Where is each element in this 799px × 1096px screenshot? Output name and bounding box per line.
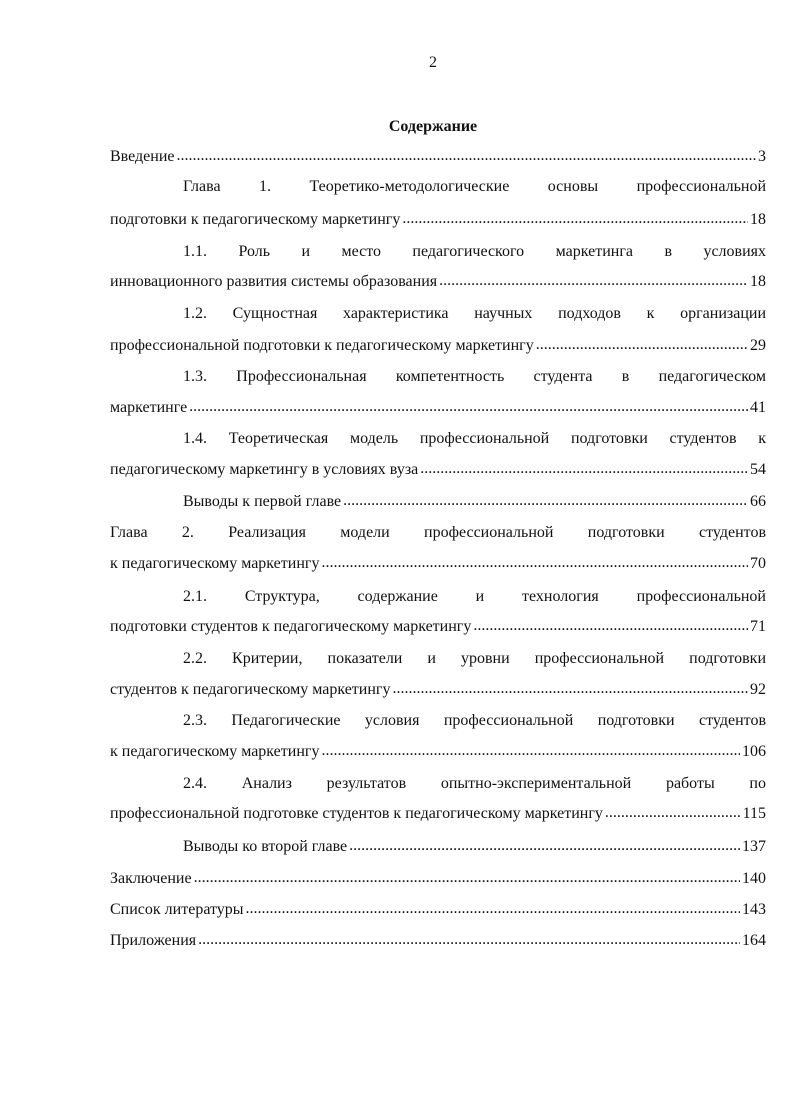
toc-entry-s1-3-line2[interactable] (110, 397, 766, 419)
toc-entry-ch2-line1[interactable]: Глава 2. Реализация модели профессиональной подготовки студентов (110, 524, 766, 541)
toc-entry-ch1-line1[interactable]: Глава 1. Теоретико-методологические основы профессиональной (183, 178, 766, 195)
page-number: 2 (429, 54, 437, 71)
toc-page-number: 92 (750, 681, 766, 698)
toc-page-number: 143 (742, 901, 766, 918)
toc-page-number: 41 (750, 399, 766, 416)
toc-entry-s2-2-line2[interactable] (110, 679, 766, 701)
leader-dots (439, 270, 748, 292)
toc-page-number: 115 (742, 805, 766, 822)
toc-entry-text: профессиональной подготовки к педагогическому маркетингу (110, 337, 534, 354)
toc-entry-ch2-line2[interactable] (110, 553, 766, 575)
toc-entry-s1-3-line1[interactable]: 1.3. Профессиональная компетентность студента в педагогическом (183, 368, 766, 385)
toc-entry-text: инновационного развития системы образования (110, 273, 438, 290)
toc-entry-text: подготовки к педагогическому маркетингу (110, 211, 401, 228)
toc-page-number: 18 (750, 211, 766, 228)
toc-page-number: 29 (750, 337, 766, 354)
leader-dots (194, 867, 740, 889)
toc-entry-s1-1-line2[interactable] (110, 271, 766, 293)
toc-page-number: 18 (750, 273, 766, 290)
toc-entry-text: Введение (110, 148, 175, 165)
toc-entry-ch1-line2[interactable] (110, 209, 766, 231)
toc-entry-s1-4-line2[interactable] (110, 459, 766, 481)
toc-entry-text: Список литературы (110, 901, 244, 918)
toc-entry-s2-3-line1[interactable]: 2.3. Педагогические условия профессиональной подготовки студентов (183, 712, 766, 729)
toc-entry-text: педагогическому маркетингу в условиях вуза (110, 461, 419, 478)
toc-page-number: 164 (742, 932, 766, 949)
leader-dots (392, 678, 748, 700)
toc-page-number: 71 (750, 618, 766, 635)
toc-entry-s2-4-line2[interactable] (110, 803, 766, 825)
toc-entry-s1-1-line1[interactable]: 1.1. Роль и место педагогического маркетинга в условиях (183, 243, 766, 260)
toc-entry-c1[interactable] (110, 491, 766, 513)
leader-dots (343, 490, 748, 512)
toc-entry-text: к педагогическому маркетингу (110, 743, 320, 760)
toc-entry-s2-2-line1[interactable]: 2.2. Критерии, показатели и уровни профессиональной подготовки (183, 650, 766, 667)
toc-entry-appendix[interactable] (110, 930, 766, 952)
toc-entry-intro[interactable] (110, 146, 766, 168)
toc-entry-s2-4-line1[interactable]: 2.4. Анализ результатов опытно-экспериментальной работы по (183, 775, 766, 792)
toc-entry-references[interactable] (110, 899, 766, 921)
toc-entry-c2[interactable] (110, 836, 766, 858)
toc-entry-s2-3-line2[interactable] (110, 741, 766, 763)
toc-page-number: 3 (758, 148, 766, 165)
leader-dots (473, 615, 748, 637)
leader-dots (420, 458, 748, 480)
toc-entry-s2-1-line1[interactable]: 2.1. Структура, содержание и технология профессиональной (183, 588, 766, 605)
toc-page-number: 140 (742, 870, 766, 887)
toc-entry-conclusion[interactable] (110, 868, 766, 890)
toc-page-number: 70 (750, 555, 766, 572)
toc-entry-s1-4-line1[interactable]: 1.4. Теоретическая модель профессиональной подготовки студентов к (183, 430, 766, 447)
leader-dots (321, 740, 740, 762)
toc-entry-text: подготовки студентов к педагогическому маркетингу (110, 618, 472, 635)
toc-page-number: 66 (750, 493, 766, 510)
leader-dots (349, 835, 740, 857)
toc-entry-text: профессиональной подготовке студентов к педагогическому маркетингу (110, 805, 603, 822)
leader-dots (189, 396, 748, 418)
leader-dots (402, 208, 748, 230)
toc-entry-text: студентов к педагогическому маркетингу (110, 681, 391, 698)
toc-entry-text: Приложения (110, 932, 197, 949)
leader-dots (536, 334, 748, 356)
toc-entry-text: Заключение (110, 870, 192, 887)
leader-dots (177, 145, 757, 167)
toc-entry-s1-2-line1[interactable]: 1.2. Сущностная характеристика научных подходов к организации (183, 305, 766, 322)
leader-dots (198, 929, 740, 951)
toc-page-number: 54 (750, 461, 766, 478)
toc-entry-text: Выводы ко второй главе (183, 838, 348, 855)
toc-page-number: 106 (742, 743, 766, 760)
toc-entry-s2-1-line2[interactable] (110, 616, 766, 638)
toc-entry-text: маркетинге (110, 399, 188, 416)
toc-entry-text: к педагогическому маркетингу (110, 555, 320, 572)
toc-entry-s1-2-line2[interactable] (110, 335, 766, 357)
leader-dots (246, 898, 740, 920)
toc-page-number: 137 (742, 838, 766, 855)
leader-dots (605, 802, 741, 824)
leader-dots (321, 552, 748, 574)
toc-title: Содержание (388, 118, 478, 135)
toc-entry-text: Выводы к первой главе (183, 493, 342, 510)
